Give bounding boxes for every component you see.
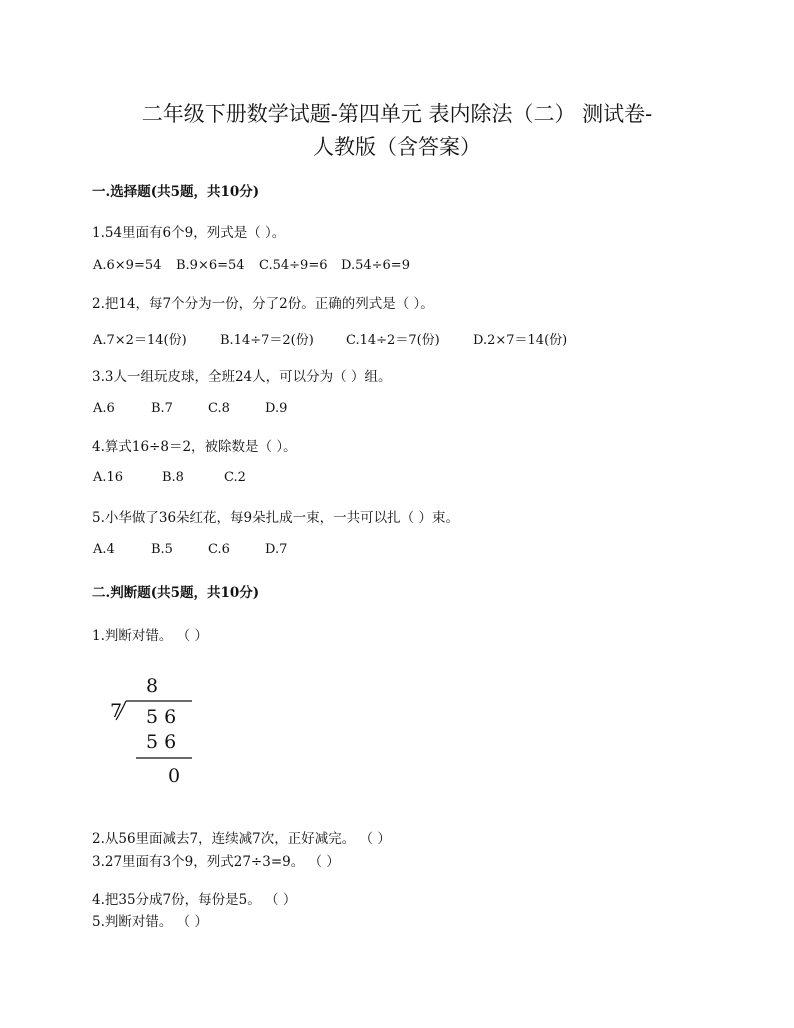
- option-1-4-c: C.2: [224, 470, 246, 485]
- question-1-1: 1.54里面有6个9，列式是（ ）。: [92, 225, 286, 241]
- option-1-2-d: D.2×7＝14(份): [473, 333, 568, 348]
- question-1-5: 5.小华做了36朵红花，每9朵扎成一束，一共可以扎（ ）束。: [92, 510, 459, 526]
- division-dividend: 5 6: [146, 706, 177, 728]
- question-2-3: 3.27里面有3个9，列式27÷3=9。 （ ）: [92, 854, 340, 870]
- option-1-3-a: A.6: [93, 401, 115, 416]
- question-2-5: 5.判断对错。 （ ）: [92, 914, 208, 930]
- option-1-5-b: B.5: [151, 542, 173, 557]
- question-2-2: 2.从56里面减去7，连续减7次，正好减完。 （ ）: [92, 831, 391, 847]
- section-heading-choice: 一.选择题(共5题，共10分): [92, 184, 260, 200]
- option-1-1-a: A.6×9=54: [93, 258, 162, 273]
- section-heading-judgement: 二.判断题(共5题，共10分): [92, 585, 260, 601]
- question-1-3: 3.3人一组玩皮球，全班24人，可以分为（ ）组。: [92, 369, 392, 385]
- division-quotient: 8: [146, 675, 159, 697]
- question-2-1: 1.判断对错。 （ ）: [92, 628, 208, 644]
- option-1-5-d: D.7: [265, 542, 288, 557]
- option-1-5-a: A.4: [93, 542, 115, 557]
- page-title-line1: 二年级下册数学试题-第四单元 表内除法（二） 测试卷-: [141, 102, 653, 126]
- option-1-3-c: C.8: [208, 401, 230, 416]
- option-1-2-c: C.14÷2＝7(份): [346, 333, 440, 348]
- option-1-3-b: B.7: [151, 401, 173, 416]
- option-1-4-b: B.8: [162, 470, 184, 485]
- option-1-4-a: A.16: [93, 470, 124, 485]
- division-product: 5 6: [146, 731, 177, 753]
- division-divisor: 7: [110, 700, 123, 722]
- option-1-2-b: B.14÷7＝2(份): [220, 333, 314, 348]
- question-1-4: 4.算式16÷8＝2，被除数是（ ）。: [92, 439, 297, 455]
- option-1-5-c: C.6: [208, 542, 230, 557]
- long-division-figure: [100, 670, 210, 795]
- option-1-1-b: B.9×6=54: [176, 258, 245, 273]
- question-1-2: 2.把14，每7个分为一份，分了2份。正确的列式是（ ）。: [92, 296, 434, 312]
- division-remainder: 0: [168, 765, 181, 787]
- option-1-1-d: D.54÷6=9: [341, 258, 410, 273]
- option-1-1-c: C.54÷9=6: [259, 258, 328, 273]
- option-1-3-d: D.9: [265, 401, 288, 416]
- page-title-line2: 人教版（含答案）: [313, 135, 481, 159]
- question-2-4: 4.把35分成7份，每份是5。 （ ）: [92, 892, 297, 908]
- option-1-2-a: A.7×2＝14(份): [93, 333, 187, 348]
